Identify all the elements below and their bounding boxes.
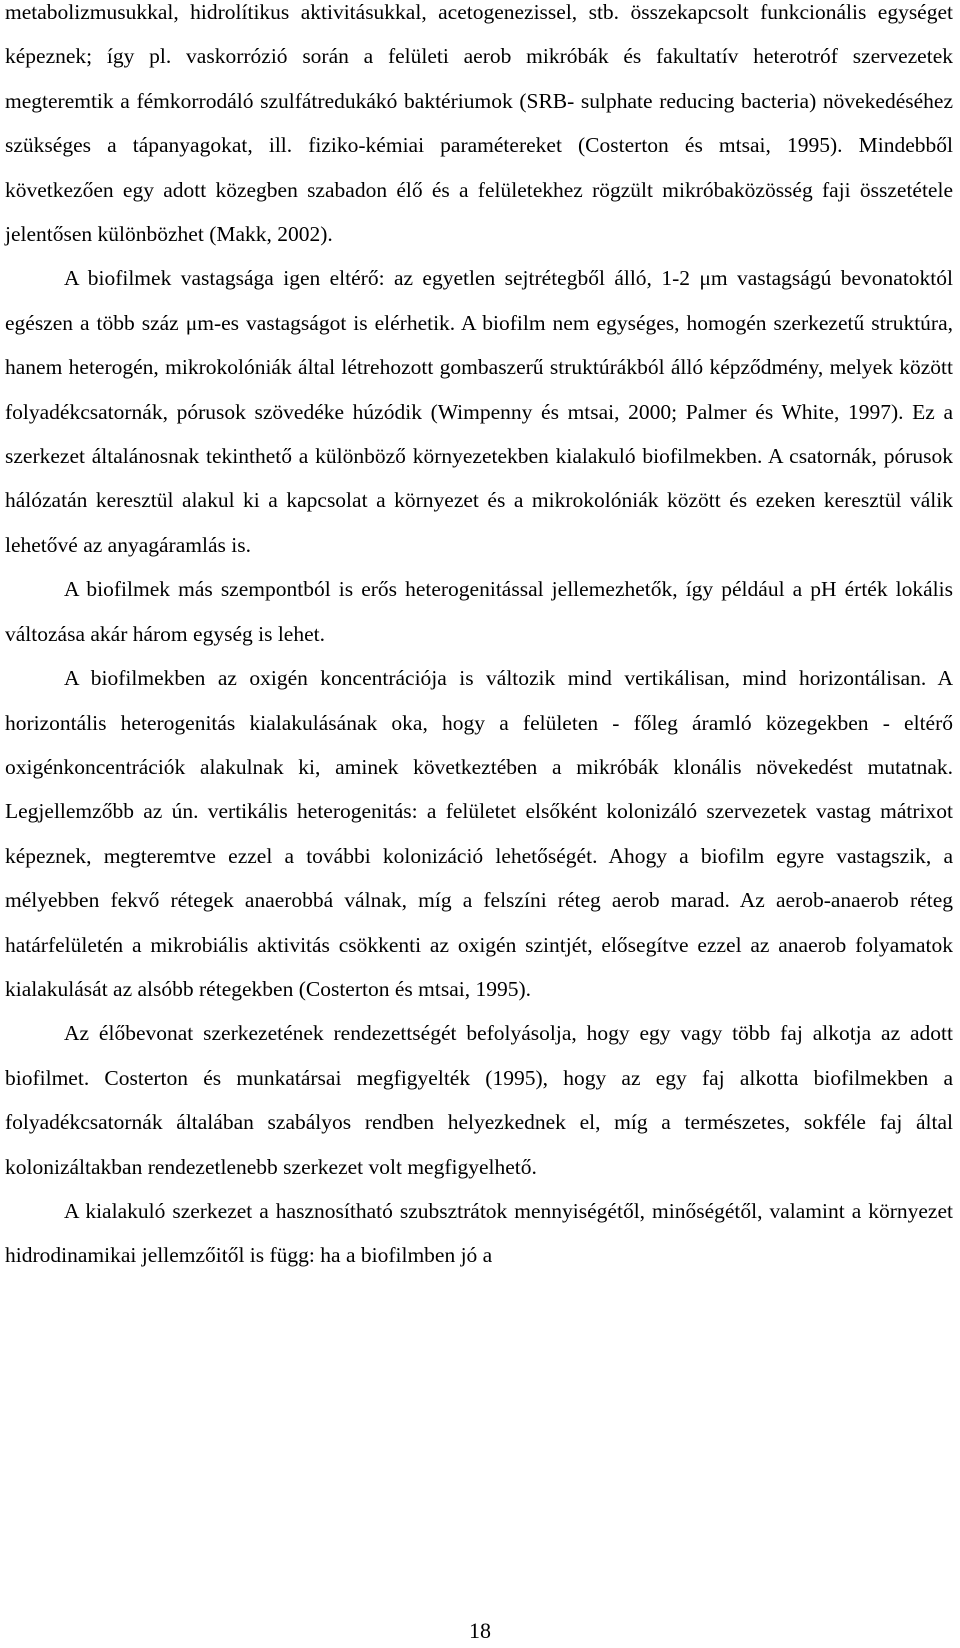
paragraph-1: metabolizmusukkal, hidrolítikus aktivitásukkal, acetogenezissel, stb. összekapcsolt funkcionális egységet képeznek; így pl. vaskorrózió során a felületi aerob mikróbák és fakultatív heterotróf szervezetek megteremtik a fémkorrodáló szulfátredukákó baktériumok (SRB- sulphate reducing bacteria) növekedéséhez szükséges a tápanyagokat, ill. fiziko-kémiai paramétereket (Costerton és mtsai, 1995). Mindebből következően egy adott közegben szabadon élő és a felületekhez rögzült mikróbaközösség faji összetétele jelentősen különbözhet (Makk, 2002). xyxy=(5,0,953,247)
paragraph-6: A kialakuló szerkezet a hasznosítható szubsztrátok mennyiségétől, minőségétől, valamint a környezet hidrodinamikai jellemzőitől is függ: ha a biofilmben jó a xyxy=(5,1198,953,1268)
paragraph-5: Az élőbevonat szerkezetének rendezettségét befolyásolja, hogy egy vagy több faj alkotja az adott biofilmet. Costerton és munkatársai megfigyelték (1995), hogy az egy faj alkotta biofilmekben a folyadékcsatornák általában szabályos rendben helyezkednek el, míg a természetes, sokféle faj által kolonizáltakban rendezetlenebb szerkezet volt megfigyelhető. xyxy=(5,1021,953,1179)
paragraph-2: A biofilmek vastagsága igen eltérő: az egyetlen sejtrétegből álló, 1-2 μm vastagságú bevonatoktól egészen a több száz μm-es vastagságot is elérhetik. A biofilm nem egységes, homogén szerkezetű struktúra, hanem heterogén, mikrokolóniák által létrehozott gombaszerű struktúrákból álló képződmény, melyek között folyadékcsatornák, pórusok szövedéke húzódik (Wimpenny és mtsai, 2000; Palmer és White, 1997). Ez a szerkezet általánosnak tekinthető a különböző környezetekben kialakuló biofilmekben. A csatornák, pórusok hálózatán keresztül alakul ki a kapcsolat a környezet és a mikrokolóniák között és ezeken keresztül válik lehetővé az anyagáramlás is. xyxy=(5,266,953,557)
paragraph-3: A biofilmek más szempontból is erős heterogenitással jellemezhetők, így például a pH érték lokális változása akár három egység is lehet. xyxy=(5,577,953,646)
page-number: 18 xyxy=(469,1618,491,1643)
body-text xyxy=(5,0,953,1278)
paragraph-4: A biofilmekben az oxigén koncentrációja is változik mind vertikálisan, mind horizontálisan. A horizontális heterogenitás kialakulásának oka, hogy a felületen - főleg áramló közegekben - eltérő oxigénkoncentrációk alakulnak ki, aminek következtében a mikróbák klonális növekedést mutatnak. Legjellemzőbb az ún. vertikális heterogenitás: a felületet elsőként kolonizáló szervezetek vastag mátrixot képeznek, megteremtve ezzel a további kolonizáció lehetőségét. Ahogy a biofilm egyre vastagszik, a mélyebben fekvő rétegek anaerobbá válnak, míg a felszíni réteg aerob marad. Az aerob-anaerob réteg határfelületén a mikrobiális aktivitás csökkenti az oxigén szintjét, elősegítve ezzel az anaerob folyamatok kialakulását az alsóbb rétegekben (Costerton és mtsai, 1995). xyxy=(5,666,953,1001)
